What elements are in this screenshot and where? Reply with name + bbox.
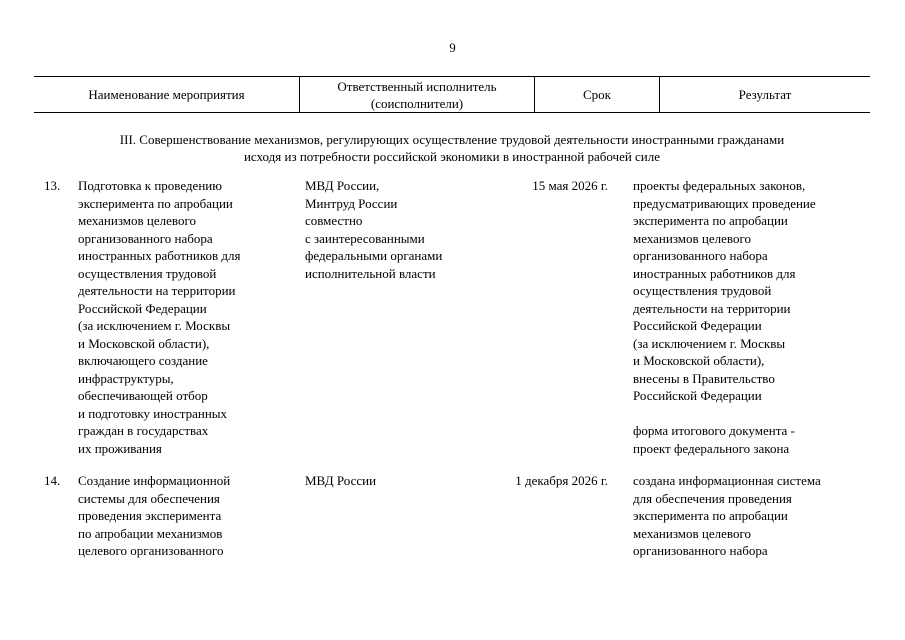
- row-result: проекты федеральных законов, предусматривающих проведение эксперимента по апробации механизмов целевого организованного набора иностранных работников для осуществления трудовой деятельности на территории Российской Федерации (за исключением г. Москвы и Московской области), внесены в Правительство Российской Федерации: [633, 178, 816, 403]
- page-number: 9: [449, 40, 456, 55]
- row-term: 1 декабря 2026 г.: [515, 473, 608, 488]
- column-header-term: Срок: [583, 87, 611, 102]
- row-activity-name: Подготовка к проведению эксперимента по апробации механизмов целевого организованного набора иностранных работников для осуществления трудовой деятельности на территории Российской Федерации (за исключением г. Москвы и Московской области), включающего создание инфраструктуры, обеспечивающей отбор и подготовку иностранных граждан в государствах их проживания: [78, 178, 241, 456]
- section-heading-line1: III. Совершенствование механизмов, регулирующих осуществление трудовой деятельности иностранными гражданами: [119, 132, 785, 147]
- row-term: 15 мая 2026 г.: [532, 178, 608, 193]
- column-header-name: Наименование мероприятия: [88, 87, 245, 102]
- row-executor: МВД России, Минтруд России совместно с заинтересованными федеральными органами исполнительной власти: [305, 178, 443, 281]
- row-executor: МВД России: [305, 473, 377, 488]
- column-header-executor-line1: Ответственный исполнитель: [337, 78, 497, 94]
- row-number: 14.: [44, 473, 61, 488]
- column-header-result: Результат: [738, 87, 792, 102]
- section-heading: [34, 131, 870, 165]
- column-header-executor-line2: (соисполнители): [370, 95, 464, 111]
- row-result: создана информационная система для обеспечения проведения эксперимента по апробации механизмов целевого организованного набора: [633, 473, 821, 558]
- row-result-document-form: форма итогового документа - проект федерального закона: [633, 423, 795, 456]
- table-header: [34, 76, 870, 113]
- section-heading-line2: исходя из потребности российской экономики в иностранной рабочей силе: [243, 149, 661, 164]
- column-header-executor: [300, 77, 534, 112]
- row-number: 13.: [44, 178, 61, 193]
- row-activity-name: Создание информационной системы для обеспечения проведения эксперимента по апробации механизмов целевого организованного: [78, 473, 231, 558]
